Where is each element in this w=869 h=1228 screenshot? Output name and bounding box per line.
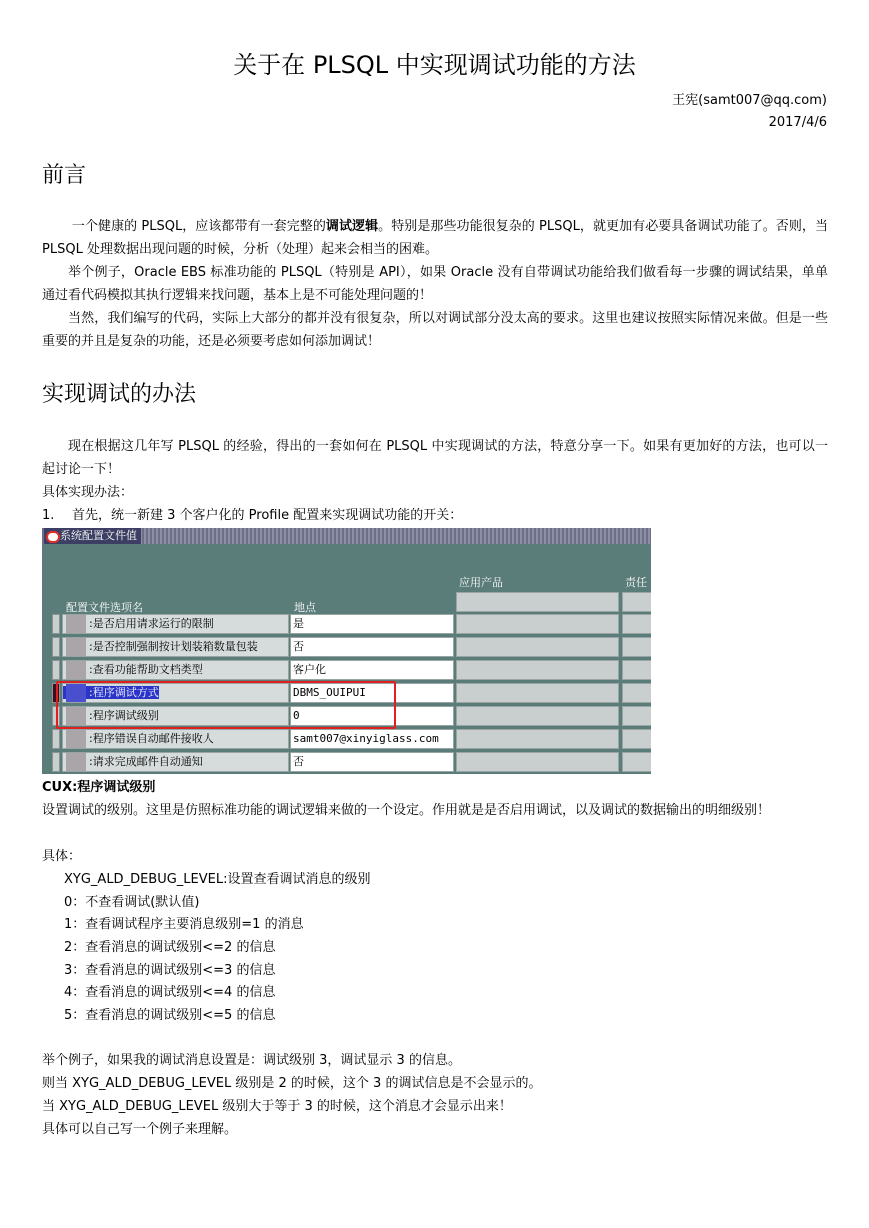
app-value-field[interactable]: [456, 660, 619, 680]
p1-pre: 一个健康的 PLSQL，应该都带有一套完整的: [71, 219, 326, 234]
resp-value-field[interactable]: [622, 706, 651, 726]
resp-value-field[interactable]: [622, 660, 651, 680]
row-marker: [52, 729, 60, 749]
window-title: [44, 528, 141, 544]
resp-value-field[interactable]: [622, 637, 651, 657]
resp-value-field[interactable]: [622, 683, 651, 703]
method-paragraph-1: 现在根据这几年写 PLSQL 的经验，得出的一套如何在 PLSQL 中实现调试的方法，特意分享一下。如果有更加好的方法，也可以一起讨论一下！: [42, 439, 828, 477]
site-value-field[interactable]: 否: [290, 637, 454, 657]
level-description: 设置调试的级别。这里是仿照标准功能的调试逻辑来做的一个设定。作用就是是否启用调试，以及调试的数据输出的明细级别！: [42, 803, 771, 818]
profile-name-field[interactable]: :是否启用请求运行的限制: [62, 614, 289, 634]
preface-paragraph-1: [42, 215, 828, 261]
col-header-app: 应用产品: [459, 576, 503, 589]
preface-paragraph-2: 举个例子，Oracle EBS 标准功能的 PLSQL（特别是 API），如果 Oracle 没有自带调试功能给我们做看每一步骤的调试结果，单单通过看代码模拟其执行逻辑来找问题，基本上是不可能处理问题的！: [42, 265, 828, 303]
list-item-1-text: 首先，统一新建 3 个客户化的 Profile 配置来实现调试功能的开关：: [72, 508, 463, 523]
table-row[interactable]: [42, 752, 651, 772]
app-value-field[interactable]: [456, 752, 619, 772]
resp-value-field[interactable]: [622, 729, 651, 749]
row-marker: [52, 660, 60, 680]
author-line: 王宪(samt007@qq.com): [672, 93, 827, 108]
site-value-field[interactable]: 是: [290, 614, 454, 634]
prefix-blur: [66, 753, 86, 771]
profile-name-field[interactable]: :程序调试级别: [62, 706, 289, 726]
prefix-blur: [66, 615, 86, 633]
table-row[interactable]: [42, 729, 651, 749]
details-label: 具体：: [42, 849, 82, 864]
profile-name-field[interactable]: :程序错误自动邮件接收人: [62, 729, 289, 749]
level-line: 4：查看消息的调试级别<=4 的信息: [64, 985, 276, 1000]
profile-name-field[interactable]: :程序调试方式: [62, 683, 289, 703]
site-value-field[interactable]: 否: [290, 752, 454, 772]
profile-label: CUX:程序调试级别: [42, 780, 156, 795]
example-line-3: 当 XYG_ALD_DEBUG_LEVEL 级别大于等于 3 的时候，这个消息才会显示出来！: [42, 1099, 512, 1114]
prefix-blur: [66, 661, 86, 679]
window-title-text: 系统配置文件值: [60, 529, 137, 542]
resp-value-field[interactable]: [622, 614, 651, 634]
site-value-field[interactable]: samt007@xinyiglass.com: [290, 729, 454, 749]
row-marker: [52, 752, 60, 772]
level-line: 1：查看调试程序主要消息级别=1 的消息: [64, 917, 304, 932]
window-title-bar: [42, 528, 651, 544]
site-value-field[interactable]: 客户化: [290, 660, 454, 680]
app-value-field[interactable]: [456, 729, 619, 749]
row-marker: [52, 614, 60, 634]
level-line: 5：查看消息的调试级别<=5 的信息: [64, 1008, 276, 1023]
site-value-field[interactable]: 0: [290, 706, 454, 726]
table-row[interactable]: [42, 614, 651, 634]
app-value-field[interactable]: [456, 637, 619, 657]
list-item-1: [42, 504, 462, 527]
app-value-field[interactable]: [456, 683, 619, 703]
level-line: 3：查看消息的调试级别<=3 的信息: [64, 963, 276, 978]
resp-header-field: [622, 592, 651, 612]
table-row[interactable]: [42, 660, 651, 680]
col-header-name: 配置文件选项名: [66, 601, 143, 614]
oracle-logo-icon: [46, 531, 60, 543]
prefix-blur: [66, 638, 86, 656]
heading-preface: 前言: [42, 163, 87, 188]
level-line: 2：查看消息的调试级别<=2 的信息: [64, 940, 276, 955]
heading-method: 实现调试的办法: [42, 382, 197, 407]
row-marker: [52, 637, 60, 657]
p1-post: 。特别是那些功能很复杂的 PLSQL，就更加有必要具备调试功能了。否则，当 PLSQL 处理数据出现问题的时候，分析（处理）起来会相当的困难。: [42, 219, 828, 257]
resp-value-field[interactable]: [622, 752, 651, 772]
level-line: XYG_ALD_DEBUG_LEVEL:设置查看调试消息的级别: [64, 872, 371, 887]
prefix-blur: [66, 730, 86, 748]
col-header-site: 地点: [294, 601, 316, 614]
document-title: 关于在 PLSQL 中实现调试功能的方法: [233, 51, 636, 79]
preface-paragraph-3: 当然，我们编写的代码，实际上大部分的都并没有很复杂，所以对调试部分没太高的要求。这里也建议按照实际情况来做。但是一些重要的并且是复杂的功能，还是必须要考虑如何添加调试！: [42, 311, 828, 349]
app-value-field[interactable]: [456, 614, 619, 634]
date-line: 2017/4/6: [768, 115, 827, 130]
method-paragraph-2: 具体实现办法：: [42, 485, 134, 500]
app-value-field[interactable]: [456, 706, 619, 726]
example-line-4: 具体可以自己写一个例子来理解。: [42, 1122, 238, 1137]
highlight-annotation-box: [56, 681, 396, 729]
example-line-1: 举个例子，如果我的调试消息设置是：调试级别 3，调试显示 3 的信息。: [42, 1053, 461, 1068]
profile-name-field[interactable]: :查看功能帮助文档类型: [62, 660, 289, 680]
author-block: [672, 90, 827, 134]
p1-bold: 调试逻辑: [325, 219, 379, 234]
table-row[interactable]: [42, 637, 651, 657]
profile-name-field[interactable]: :是否控制强制按计划装箱数量包装: [62, 637, 289, 657]
app-header-field: [456, 592, 619, 612]
profile-name-field[interactable]: :请求完成邮件自动通知: [62, 752, 289, 772]
list-item-1-number: 1.: [42, 508, 55, 523]
col-header-resp: 责任: [625, 576, 647, 589]
profile-values-screenshot: [42, 528, 651, 774]
example-line-2: 则当 XYG_ALD_DEBUG_LEVEL 级别是 2 的时候，这个 3 的调试信息是不会显示的。: [42, 1076, 542, 1091]
site-value-field[interactable]: DBMS_OUIPUI: [290, 683, 454, 703]
level-line: 0：不查看调试(默认值): [64, 895, 200, 910]
